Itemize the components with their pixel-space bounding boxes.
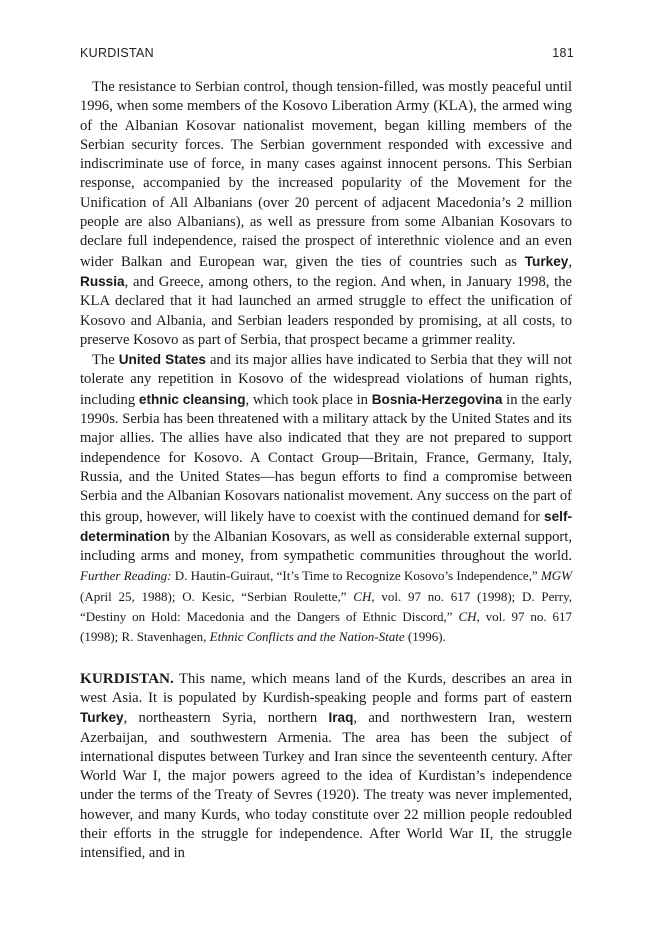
page-number: 181	[552, 46, 574, 60]
further-reading-label: Further Reading:	[80, 568, 172, 584]
entry-kurdistan: KURDISTAN. This name, which means land of the Kurds, describes an area in west Asia. It is populated by Kurdish-speaking people and forms part of eastern Turkey, northeastern Syria, northern Iraq, and northwestern Iran, western Azerbaijan, and southwestern Armenia. The area has been the subject of international disputes between Turkey and Iran since the seventeenth century. After World War I, the major powers agreed to the idea of Kurdistan’s independence under the terms of the Treaty of Sevres (1920). The treaty was never implemented, however, and many Kurds, who today constitute over 22 million people redoubled their efforts in the struggle for independence. After World War II, the struggle intensified, and in	[80, 669, 572, 862]
cross-reference-turkey: Turkey	[524, 253, 569, 269]
cross-reference-russia: Russia	[80, 273, 125, 289]
cross-reference-self-determination: self-determination	[80, 508, 572, 544]
paragraph-us-allies: The United States and its major allies have indicated to Serbia that they will not tolerate any repetition in Kosovo of the widespread violations of human rights, including ethnic cleansing, which took place in Bosnia-Herzegovina in the early 1990s. Serbia has been threatened with a military attack by the United States and its major allies. The allies have also indicated that they are not prepared to support independence for Kosovo. A Contact Group—Britain, France, Germany, Italy, Russia, and the United States—has begun efforts to find a compromise between Serbia and the Albanian Kosovars nationalist movement. Any success on the part of this group, however, will likely have to coexist with the continued demand for self-determination by the Albanian Kosovars, as well as considerable external support, including arms and money, from sympathetic communities throughout the world. Further Reading: D. Hautin-Guiraut, “It’s Time to Recognize Kosovo’s Independence,” MGW (April 25, 1988); O. Kesic, “Serbian Roulette,” CH, vol. 97 no. 617 (1998); D. Perry, “Destiny on Hold: Macedonia and the Dangers of Ethnic Discord,” CH, vol. 97 no. 617 (1998); R. Stavenhagen, Ethnic Conflicts and the Nation-State (1996).	[80, 352, 573, 645]
running-title: KURDISTAN	[80, 46, 155, 60]
paragraph-kosovo-resistance: The resistance to Serbian control, though tension-filled, was mostly peaceful until 1996, when some members of the Kosovo Liberation Army (KLA), the armed wing of the Albanian Kosovar nationalist movement, began killing members of the Serbian security forces. The Serbian government responded with excessive and indiscriminate use of force, in many cases against innocent persons. This Serbian response, accompanied by the increased popularity of the Movement for the Unification of All Albanians (over 20 percent of adjacent Macedonia’s 2 million people are also Albanians), as well as pressure from some Albanian Kosovars to declare full independence, raised the prospect of interethnic violence and an even wider Balkan and European war, given the ties of countries such as Turkey, Russia, and Greece, among others, to the region. And when, in January 1998, the KLA declared that it had launched an armed struggle to effect the unification of Kosovo and Albania, and Serbian leaders responded by promising, at all costs, to preserve Kosovo as part of Serbia, that prospect became a grimmer reality.	[80, 79, 572, 348]
cross-reference-united-states: United States	[118, 352, 206, 368]
running-header	[80, 46, 574, 60]
cross-reference-turkey-2: Turkey	[80, 710, 124, 726]
cross-reference-iraq: Iraq	[328, 710, 354, 726]
cross-reference-bosnia: Bosnia-Herzegovina	[371, 391, 503, 407]
cross-reference-ethnic-cleansing: ethnic cleansing	[138, 391, 246, 407]
page-body	[80, 78, 572, 864]
entry-headword: KURDISTAN.	[80, 669, 174, 687]
further-reading: Further Reading: D. Hautin-Guiraut, “It’s Time to Recognize Kosovo’s Independence,” MGW (April 25, 1988); O. Kesic, “Serbian Roulette,” CH, vol. 97 no. 617 (1998); D. Perry, “Destiny on Hold: Macedonia and the Dangers of Ethnic Discord,” CH, vol. 97 no. 617 (1998); R. Stavenhagen, Ethnic Conflicts and the Nation-State (1996).	[80, 568, 572, 645]
